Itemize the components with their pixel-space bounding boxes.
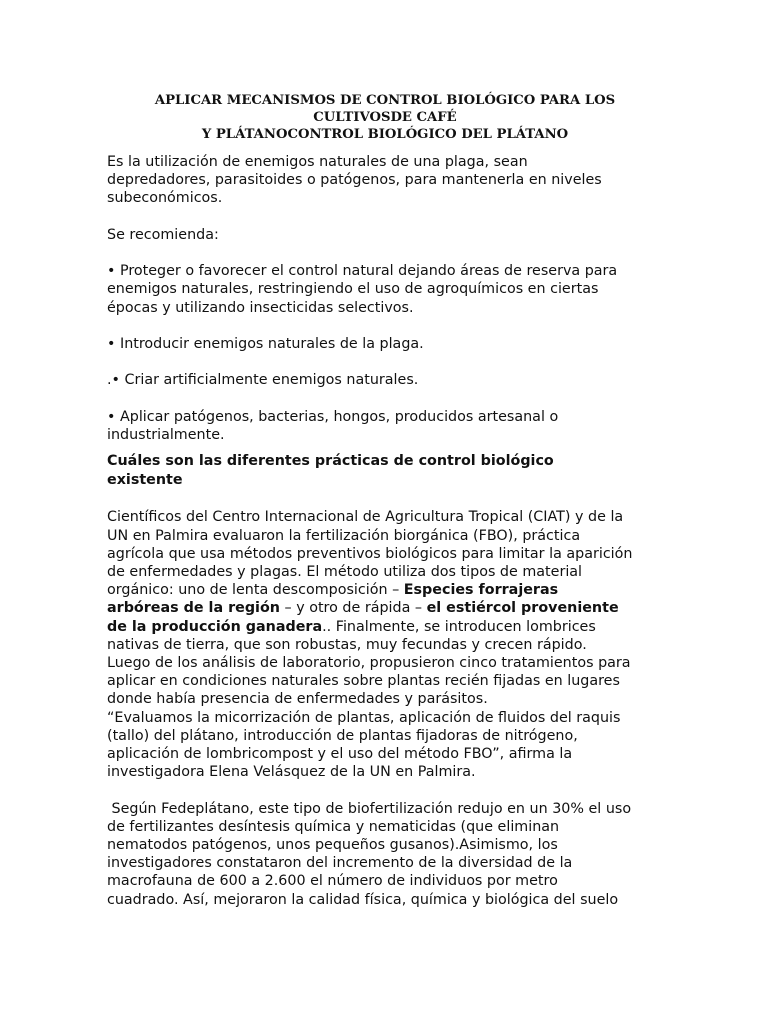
intro-paragraph — [107, 153, 663, 208]
text-line: agrícola que usa métodos preventivos biológicos para limitar la aparición — [107, 545, 633, 562]
text-line: Se recomienda: — [107, 226, 219, 243]
text-line: industrialmente. — [107, 426, 225, 443]
recommend-label — [107, 226, 663, 244]
bold-text: arbóreas de la región — [107, 600, 280, 617]
title-line: Y PLÁTANOCONTROL BIOLÓGICO DEL PLÁTANO — [201, 127, 569, 142]
text-line — [107, 599, 663, 617]
bullet-item — [107, 408, 663, 444]
text-line: Luego de los análisis de laboratorio, propusieron cinco tratamientos para — [107, 654, 631, 671]
text-line: Científicos del Centro Internacional de Agricultura Tropical (CIAT) y de la — [107, 509, 624, 526]
bold-text: Especies forrajeras — [403, 582, 559, 599]
document-content — [107, 92, 663, 909]
text-line: investigadora Elena Velásquez de la UN en Palmira. — [107, 764, 476, 781]
text-line: Es la utilización de enemigos naturales de una plaga, sean — [107, 154, 528, 170]
text-line: nativas de tierra, que son robustas, muy fecundas y crecen rápido. — [107, 636, 587, 653]
heading-line: existente — [107, 472, 183, 489]
section-heading — [107, 452, 663, 490]
text-line: depredadores, parasitoides o patógenos, para mantenerla en niveles — [107, 172, 602, 189]
text-line: aplicar en condiciones naturales sobre plantas recién fijadas en lugares — [107, 673, 620, 690]
text-line: donde había presencia de enfermedades y parásitos. — [107, 691, 488, 708]
text-line: Según Fedeplátano, este tipo de biofertilización redujo en un 30% el uso — [107, 800, 632, 817]
bullet-item — [107, 262, 663, 317]
heading-line: Cuáles son las diferentes prácticas de control biológico — [107, 453, 554, 470]
text-line — [107, 618, 663, 636]
text-run: orgánico: uno de lenta descomposición – — [107, 582, 404, 599]
title-line: APLICAR MECANISMOS DE CONTROL BIOLÓGICO PARA LOS CULTIVOSDE CAFÉ — [154, 93, 616, 125]
text-line: • Aplicar patógenos, bacterias, hongos, producidos artesanal o — [107, 408, 559, 425]
text-line: de enfermedades y plagas. El método utiliza dos tipos de material — [107, 563, 583, 580]
body-paragraph — [107, 508, 663, 781]
text-line: • Introducir enemigos naturales de la plaga. — [107, 335, 424, 352]
text-line: • Proteger o favorecer el control natural dejando áreas de reserva para — [107, 263, 618, 280]
text-line: macrofauna de 600 a 2.600 el número de individuos por metro — [107, 873, 558, 890]
text-run: – y otro de rápida – — [279, 600, 427, 617]
text-line: (tallo) del plátano, introducción de plantas fijadoras de nitrógeno, — [107, 727, 578, 744]
bold-text: de la producción ganadera — [107, 618, 323, 635]
text-run: .. Finalmente, se introducen lombrices — [322, 618, 596, 635]
text-line: cuadrado. Así, mejoraron la calidad física, química y biológica del suelo — [107, 891, 619, 908]
text-line: investigadores constataron del incremento de la diversidad de la — [107, 855, 573, 872]
body-paragraph — [107, 800, 663, 909]
document-title — [107, 92, 663, 143]
text-line: enemigos naturales, restringiendo el uso de agroquímicos en ciertas — [107, 281, 599, 298]
text-line: aplicación de lombricompost y el uso del método FBO”, afirma la — [107, 746, 573, 762]
text-line: épocas y utilizando insecticidas selectivos. — [107, 299, 414, 316]
bold-text: el estiércol proveniente — [426, 600, 619, 617]
text-line: subeconómicos. — [107, 190, 223, 207]
text-line: .• Criar artificialmente enemigos naturales. — [107, 372, 419, 389]
text-line: de fertilizantes desíntesis química y nematicidas (que eliminan — [107, 818, 560, 835]
bullet-item — [107, 371, 663, 389]
text-line — [107, 581, 663, 599]
bullet-item — [107, 335, 663, 353]
text-line: “Evaluamos la micorrización de plantas, aplicación de fluidos del raquis — [107, 709, 621, 726]
text-line: nematodos patógenos, unos pequeños gusanos).Asimismo, los — [107, 837, 558, 853]
text-line: UN en Palmira evaluaron la fertilización biorgánica (FBO), práctica — [107, 527, 581, 544]
